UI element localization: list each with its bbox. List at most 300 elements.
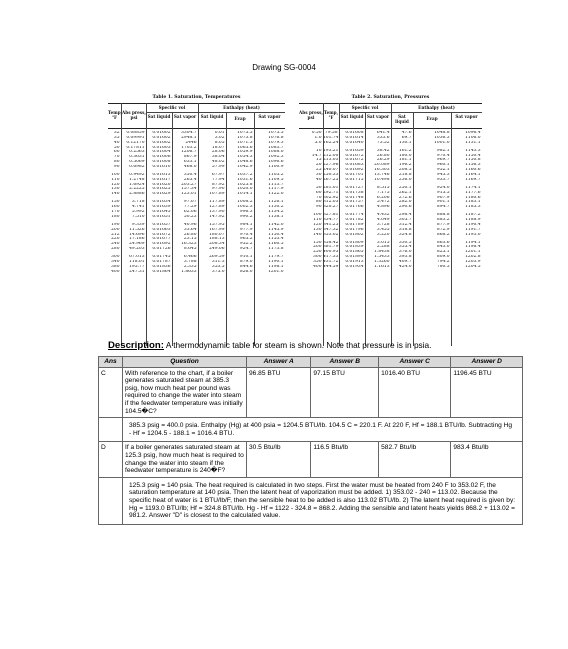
- question-text: With reference to the chart, if a boiler generates saturated steam at 385.3 psig, how much heat per pound was required to change the water into steam if the feedwater temperature was initially 104.5�C?: [123, 367, 247, 418]
- table-cell: 200: [313, 245, 322, 250]
- table-cell: 100: [313, 213, 322, 218]
- table-cell: 2948.1: [181, 135, 197, 140]
- table-cell: 3.02: [214, 135, 225, 140]
- table-cell: 147.92: [209, 214, 225, 219]
- table-cell: 375.0: [211, 269, 225, 274]
- table-cell: 18.07: [211, 145, 225, 150]
- table-cell: 1173.8: [268, 247, 284, 252]
- table-cell: 100: [111, 172, 120, 177]
- table-cell: 87.92: [211, 182, 225, 187]
- table-cell: 181.1: [398, 158, 412, 163]
- table-cell: 393.8: [398, 255, 412, 260]
- table-cell: 353.5: [211, 264, 225, 269]
- table-cell: 1048.8: [434, 131, 450, 135]
- table2-rows: [299, 131, 482, 270]
- table-cell: 400.95: [323, 250, 339, 255]
- table-cell: 3.455: [376, 227, 390, 232]
- table-cell: 2.288: [376, 245, 390, 250]
- table-cell: 0.01934: [345, 264, 364, 269]
- table-cell: 969.7: [436, 158, 450, 163]
- table-cell: 227.96: [323, 163, 339, 168]
- table-cell: 0.01604: [152, 150, 171, 155]
- table-cell: 1079.3: [268, 140, 284, 145]
- table1-header-evap: Evap: [234, 116, 246, 121]
- table-cell: 0.01809: [345, 240, 364, 245]
- table-cell: 220: [111, 237, 120, 242]
- table-cell: 300: [111, 255, 120, 260]
- table-cell: 38.42: [376, 148, 390, 153]
- table-cell: 67.013: [129, 255, 145, 260]
- table-cell: 1071.3: [237, 140, 253, 145]
- table-cell: 1150.8: [465, 158, 481, 163]
- table-cell: 0.01745: [152, 255, 171, 260]
- table-cell: 32: [113, 131, 120, 135]
- table-cell: 0.01610: [152, 164, 171, 169]
- table-row: [299, 178, 482, 183]
- table-cell: 330.5: [398, 240, 412, 245]
- explanation-text: 385.3 psig = 400.0 psia. Enthalpy (Hg) at 400 psia = 1204.5 BTU/lb. 104.5 C = 220.1 F. At 220 F, Hf = 188.1 BTU/lb. Subtracting Hg - Hf = 1204.5 - 188.1 = 1016.4 BTU.: [123, 418, 523, 442]
- table-cell: 1076.8: [268, 135, 284, 140]
- table-cell: 107.89: [209, 192, 225, 197]
- table-cell: 33.64: [183, 227, 197, 232]
- table-cell: 901.1: [436, 200, 450, 205]
- table-cell: 8.05: [214, 140, 225, 145]
- table-cell: 180.07: [209, 232, 225, 237]
- table-cell: 1183.1: [465, 200, 481, 205]
- table-cell: 3.015: [376, 240, 390, 245]
- table-cell: 1106.0: [465, 135, 481, 140]
- table-cell: 140: [111, 192, 120, 197]
- description-text: A thermodynamic table for steam is shown. Note that pressure is in psia.: [165, 340, 432, 350]
- table-cell: 4.896: [376, 205, 390, 210]
- table-row: [299, 265, 482, 270]
- table-cell: 1194.1: [465, 240, 481, 245]
- table-cell: 298.4: [398, 213, 412, 218]
- table-cell: 933.7: [436, 177, 450, 182]
- table-cell: 0.01864: [152, 269, 171, 274]
- answer-d: 983.4 Btu/lb: [451, 442, 523, 477]
- table-cell: 7.510: [131, 214, 145, 219]
- table-cell: 67.97: [211, 172, 225, 177]
- table-cell: 1109.5: [268, 177, 284, 182]
- table-cell: 1.2748: [129, 177, 145, 182]
- table-cell: 161.2: [398, 148, 412, 153]
- table-cell: 110: [111, 177, 120, 182]
- table-cell: 247.31: [129, 269, 145, 274]
- table-cell: 1.1613: [374, 264, 390, 269]
- table-cell: 1198.4: [465, 245, 481, 250]
- table-cell: 826.0: [239, 269, 253, 274]
- table-cell: 140: [313, 232, 322, 237]
- table-cell: 250.1: [398, 185, 412, 190]
- question-row: [99, 367, 523, 418]
- table-cell: 0.01657: [152, 222, 171, 227]
- table2-header-enthalpy: Enthalpy (heat): [418, 105, 455, 110]
- table2-header-abs-press: Abs press, psi: [299, 110, 323, 120]
- table-cell: 0.01796: [345, 227, 364, 232]
- table-cell: 1703.2: [181, 145, 197, 150]
- table2-header-specific-vol: Specific vol: [351, 105, 379, 110]
- table-cell: 1174.1: [465, 185, 481, 190]
- steam-table-pressures: [299, 96, 482, 346]
- table-cell: 0.01: [214, 131, 225, 135]
- table-cell: 1096.4: [465, 131, 481, 135]
- table-cell: 970.4: [239, 232, 253, 237]
- table-row: [108, 247, 285, 252]
- header-answer-a: Answer A: [247, 357, 311, 368]
- question-table-header: [99, 357, 523, 368]
- table-cell: 400: [313, 264, 322, 269]
- table-cell: 952.2: [239, 242, 253, 247]
- table-cell: 162.24: [323, 140, 339, 145]
- table-cell: 0.9492: [129, 172, 145, 177]
- question-table: [98, 356, 523, 525]
- table-cell: 157.34: [181, 187, 197, 192]
- table-cell: 1031.6: [237, 177, 253, 182]
- table-cell: 0.01617: [152, 177, 171, 182]
- table2-header-h-vapor: Sat vapor: [455, 114, 478, 119]
- table-cell: 0.01629: [152, 192, 171, 197]
- table-cell: 249.06: [209, 247, 225, 252]
- table-cell: 35: [113, 135, 120, 140]
- table-cell: 90: [113, 164, 120, 169]
- table-cell: 300: [313, 255, 322, 260]
- table-cell: 1083.7: [268, 145, 284, 150]
- table-cell: 1014.1: [237, 192, 253, 197]
- table1-header-temp: Temp, °F: [108, 110, 123, 120]
- table-cell: 1.6924: [129, 182, 145, 187]
- table-cell: 1036.3: [434, 135, 450, 140]
- table-cell: 0.50: [311, 131, 322, 135]
- table-cell: 40: [113, 140, 120, 145]
- table-cell: 996.3: [239, 210, 253, 215]
- table-cell: 4.741: [131, 205, 145, 210]
- table-cell: 2446: [185, 140, 197, 145]
- question-text: If a boiler generates saturated steam at 125.3 psig, how much heat is required to change the water into steam if the feedwater temperature is 240�F?: [123, 442, 247, 477]
- table-cell: 311.3: [211, 260, 225, 264]
- answer-c: 582.7 Btu/lb: [379, 442, 451, 477]
- table-cell: 794.2: [436, 260, 450, 264]
- header-answer-d: Answer D: [451, 357, 523, 368]
- table-cell: 10.498: [374, 177, 390, 182]
- table-cell: 1138.1: [268, 214, 284, 219]
- table-cell: 302.92: [323, 195, 339, 200]
- table-cell: 320.27: [323, 205, 339, 210]
- table-cell: 1117.9: [268, 187, 284, 192]
- table-cell: 341.25: [323, 222, 339, 227]
- table-cell: 117.89: [209, 200, 225, 205]
- table-cell: 40.96: [183, 222, 197, 227]
- table-cell: 305.7: [398, 218, 412, 223]
- table-cell: 60: [315, 190, 322, 195]
- table-cell: 5.472: [376, 200, 390, 205]
- explanation-text: 125.3 psig = 140 psia. The heat required is calculated in two steps. First the water must be heated from 240 F to 353.02 F, the saturation temperature at 140 psia. Then the latent heat of vaporization must be added. 1) 353.02 - 240 = 113.02. Because the specific heat of water is 1 BTU/lb/F, then the sensible heat to be added is also 113.02 BTU/lb. 2) The latent heat required is given by: Hg = 1193.0 BTU/lb; Hf = 324.8 BTU/lb. Hg - Hf = 1122 - 324.8 = 868.2. Adding the sensible and latent heats yields 868.2 + 113.02 = 981.2. Answer "D" is closest to the calculated value.: [123, 477, 523, 524]
- table-cell: 960.1: [436, 163, 450, 168]
- table-cell: 340: [111, 260, 120, 264]
- table-cell: 16.303: [374, 168, 390, 173]
- table-cell: 444.59: [323, 264, 339, 269]
- table-cell: 203.27: [181, 182, 197, 187]
- table-cell: 877.9: [436, 222, 450, 227]
- table-cell: 14.7: [311, 153, 322, 158]
- table-row: [108, 215, 285, 220]
- table-cell: 376.0: [398, 250, 412, 255]
- table-cell: 409.7: [398, 260, 412, 264]
- table-cell: 0.01727: [345, 185, 364, 190]
- table-cell: 1073.8: [237, 135, 253, 140]
- table-cell: 120: [111, 182, 120, 187]
- table-cell: 212.00: [323, 153, 339, 158]
- table-cell: 26.80: [183, 232, 197, 237]
- table-cell: 180.0: [398, 153, 412, 158]
- page-title: Drawing SG-0004: [252, 63, 316, 72]
- table-cell: 236.0: [398, 177, 412, 182]
- answer-a: 30.5 Btu/lb: [247, 442, 311, 477]
- table-cell: 62.06: [183, 210, 197, 215]
- table-cell: 0.01608: [345, 131, 364, 135]
- table-cell: 1059.9: [237, 150, 253, 155]
- table-cell: 1134.2: [268, 210, 284, 215]
- table-cell: 290.6: [398, 205, 412, 210]
- table-cell: 2.2225: [129, 187, 145, 192]
- table-cell: 49.203: [129, 247, 145, 252]
- table-cell: 250: [313, 250, 322, 255]
- table-cell: 0.01651: [152, 214, 171, 219]
- table-cell: 208.34: [209, 242, 225, 247]
- table-cell: 50.23: [183, 214, 197, 219]
- table-row: [299, 233, 482, 238]
- table-cell: 0.01625: [152, 187, 171, 192]
- header-question: Question: [123, 357, 247, 368]
- table-cell: 0.01606: [152, 155, 171, 160]
- table-cell: 879.0: [239, 260, 253, 264]
- table-row: [108, 165, 285, 170]
- table-cell: 318.8: [398, 227, 412, 232]
- table-cell: 1201.1: [465, 250, 481, 255]
- table-cell: 780.5: [436, 264, 450, 269]
- table-cell: 872.9: [436, 227, 450, 232]
- table-cell: 3.788: [183, 260, 197, 264]
- table-cell: 118.01: [129, 260, 145, 264]
- table-cell: 0.01839: [345, 245, 364, 250]
- table-cell: 1150.4: [268, 232, 284, 237]
- table-cell: 0.01726: [152, 247, 171, 252]
- table-cell: 1025.8: [237, 182, 253, 187]
- table-cell: 867.9: [183, 155, 197, 160]
- table-cell: 4.432: [376, 213, 390, 218]
- table-cell: 910.1: [239, 255, 253, 260]
- table-cell: 1075.5: [237, 131, 253, 135]
- table-cell: 1.8438: [374, 250, 390, 255]
- table-cell: 14.696: [129, 232, 145, 237]
- table-cell: 1002.3: [237, 205, 253, 210]
- answer-key: D: [99, 442, 123, 477]
- table-cell: 0.01787: [152, 260, 171, 264]
- table-cell: 77.29: [183, 205, 197, 210]
- description-label: Description:: [108, 340, 164, 351]
- table-cell: 9.339: [131, 222, 145, 227]
- table-cell: 0.01683: [345, 163, 364, 168]
- table-cell: 77.94: [211, 177, 225, 182]
- table-cell: 0.01865: [345, 250, 364, 255]
- table-cell: 312.4: [398, 222, 412, 227]
- table-cell: 1122.0: [268, 192, 284, 197]
- table-cell: 945.3: [436, 172, 450, 177]
- table-cell: 883.2: [436, 218, 450, 223]
- table-cell: 110: [313, 218, 322, 223]
- table-cell: 0.01782: [345, 218, 364, 223]
- answer-key: C: [99, 367, 123, 418]
- table-cell: 1179.7: [268, 255, 284, 260]
- table-cell: 1100.9: [268, 164, 284, 169]
- table-cell: 15: [315, 158, 322, 163]
- table-cell: 70: [113, 155, 120, 160]
- header-answer-c: Answer C: [379, 357, 451, 368]
- table-cell: 157.95: [209, 222, 225, 227]
- table-cell: 3.220: [376, 232, 390, 237]
- table-cell: 57.99: [211, 164, 225, 169]
- table-cell: 130: [313, 227, 322, 232]
- table-cell: 3.718: [131, 200, 145, 205]
- table-cell: 120: [313, 222, 322, 227]
- table-row: [299, 141, 482, 146]
- table-cell: 26.80: [376, 153, 390, 158]
- table-cell: 20: [315, 163, 322, 168]
- table2-header-evap: Evap: [426, 116, 438, 121]
- table-cell: 0.01692: [152, 242, 171, 247]
- table-cell: 1037.2: [237, 172, 253, 177]
- table-cell: 381.79: [323, 245, 339, 250]
- table-cell: 0.01602: [152, 140, 171, 145]
- table-row: [108, 270, 285, 275]
- table-cell: 0.01692: [345, 168, 364, 173]
- table-cell: 193.21: [323, 148, 339, 153]
- table1-header-abs-press: Abs press, psi: [122, 110, 146, 120]
- table-cell: 20.089: [374, 163, 390, 168]
- table-cell: 380: [111, 264, 120, 269]
- table-cell: 1.0: [314, 135, 322, 140]
- table-cell: 417.33: [323, 255, 339, 260]
- table-cell: 350: [313, 260, 322, 264]
- table-cell: 334.77: [323, 218, 339, 223]
- table-cell: 272.6: [398, 195, 412, 200]
- table-cell: 1185.3: [465, 205, 481, 210]
- table-cell: 97.07: [183, 200, 197, 205]
- table-cell: 825.1: [436, 250, 450, 255]
- table-cell: 24.969: [129, 242, 145, 247]
- table-cell: 4.049: [376, 218, 390, 223]
- table-cell: 0.01802: [345, 232, 364, 237]
- table1-header-h-vapor: Sat vapor: [258, 114, 281, 119]
- table-cell: 0.01613: [152, 172, 171, 177]
- table-cell: 0.09991: [126, 135, 145, 140]
- table-cell: 1202.8: [465, 255, 481, 260]
- table-cell: 16.323: [181, 242, 197, 247]
- table-cell: 1143.3: [465, 148, 481, 153]
- table-cell: 50: [113, 145, 120, 150]
- table-cell: 1204.5: [465, 264, 481, 269]
- table-cell: 30: [315, 172, 322, 177]
- table-cell: 924.0: [436, 185, 450, 190]
- table-cell: 60: [113, 150, 120, 155]
- table-cell: 130.1: [398, 140, 412, 145]
- table-cell: 1001.0: [434, 140, 450, 145]
- answer-c: 1016.40 BTU: [379, 367, 451, 418]
- table-cell: 1008.2: [237, 200, 253, 205]
- table-cell: 809.0: [436, 255, 450, 260]
- table-cell: 7.175: [376, 190, 390, 195]
- table-cell: 218.8: [398, 172, 412, 177]
- table-cell: 1153.4: [268, 237, 284, 242]
- table-cell: 0.01890: [345, 255, 364, 260]
- table-cell: 347.32: [323, 227, 339, 232]
- table-cell: 200: [111, 227, 120, 232]
- table-cell: 25: [315, 168, 322, 173]
- table-cell: 1130.2: [268, 205, 284, 210]
- table-cell: 0.01608: [152, 160, 171, 165]
- table-cell: 282.0: [398, 200, 412, 205]
- table-cell: 0.01757: [345, 200, 364, 205]
- table1-header-sv-liquid: Sat liquid: [147, 114, 171, 119]
- table-cell: 1169.7: [465, 177, 481, 182]
- table1-caption: Table 1. Saturation, Temperatures: [152, 95, 241, 100]
- table-cell: 0.01748: [345, 195, 364, 200]
- table-cell: 1142.0: [268, 222, 284, 227]
- table-cell: 1198.1: [268, 264, 284, 269]
- table-cell: 1126.1: [268, 200, 284, 205]
- table-cell: 127.89: [209, 205, 225, 210]
- table-cell: 5.992: [131, 210, 145, 215]
- table-cell: 0.01774: [345, 213, 364, 218]
- table-cell: 400: [111, 269, 120, 274]
- table-cell: 1105.2: [268, 172, 284, 177]
- table-cell: 1188.9: [465, 218, 481, 223]
- table-cell: 262.1: [398, 190, 412, 195]
- table-cell: 150: [111, 200, 120, 205]
- table-cell: 213.03: [323, 158, 339, 163]
- table-cell: 0.01766: [345, 205, 364, 210]
- table-cell: 0.01672: [345, 153, 364, 158]
- table-cell: 0.01738: [345, 190, 364, 195]
- table-cell: 90: [315, 205, 322, 210]
- table-cell: 984.1: [239, 222, 253, 227]
- steam-table-temperatures: [108, 96, 285, 346]
- table-cell: 0.01602: [152, 135, 171, 140]
- table-cell: 970.4: [436, 153, 450, 158]
- table-cell: 0.01659: [345, 148, 364, 153]
- table-cell: 280: [111, 247, 120, 252]
- table-cell: 1048.6: [237, 160, 253, 165]
- table-cell: 0.01672: [345, 158, 364, 163]
- table-cell: 641.4: [376, 131, 390, 135]
- table-cell: 324.8: [398, 232, 412, 237]
- table-cell: 1145.9: [268, 227, 284, 232]
- table-cell: 1131.1: [465, 140, 481, 145]
- table-row: [108, 192, 285, 197]
- table-cell: 844.6: [239, 264, 253, 269]
- table-cell: 1088.0: [268, 150, 284, 155]
- table-cell: 358.42: [323, 240, 339, 245]
- table-cell: 79.58: [324, 131, 338, 135]
- table-cell: 0.01677: [152, 237, 171, 242]
- table-cell: 0.12170: [126, 140, 145, 145]
- table-cell: 1187.2: [465, 213, 481, 218]
- table-cell: 8.645: [183, 247, 197, 252]
- table-cell: 0.01715: [345, 177, 364, 182]
- table-cell: 952.1: [436, 168, 450, 173]
- table-cell: 1054.3: [237, 155, 253, 160]
- table-cell: 1096.6: [268, 160, 284, 165]
